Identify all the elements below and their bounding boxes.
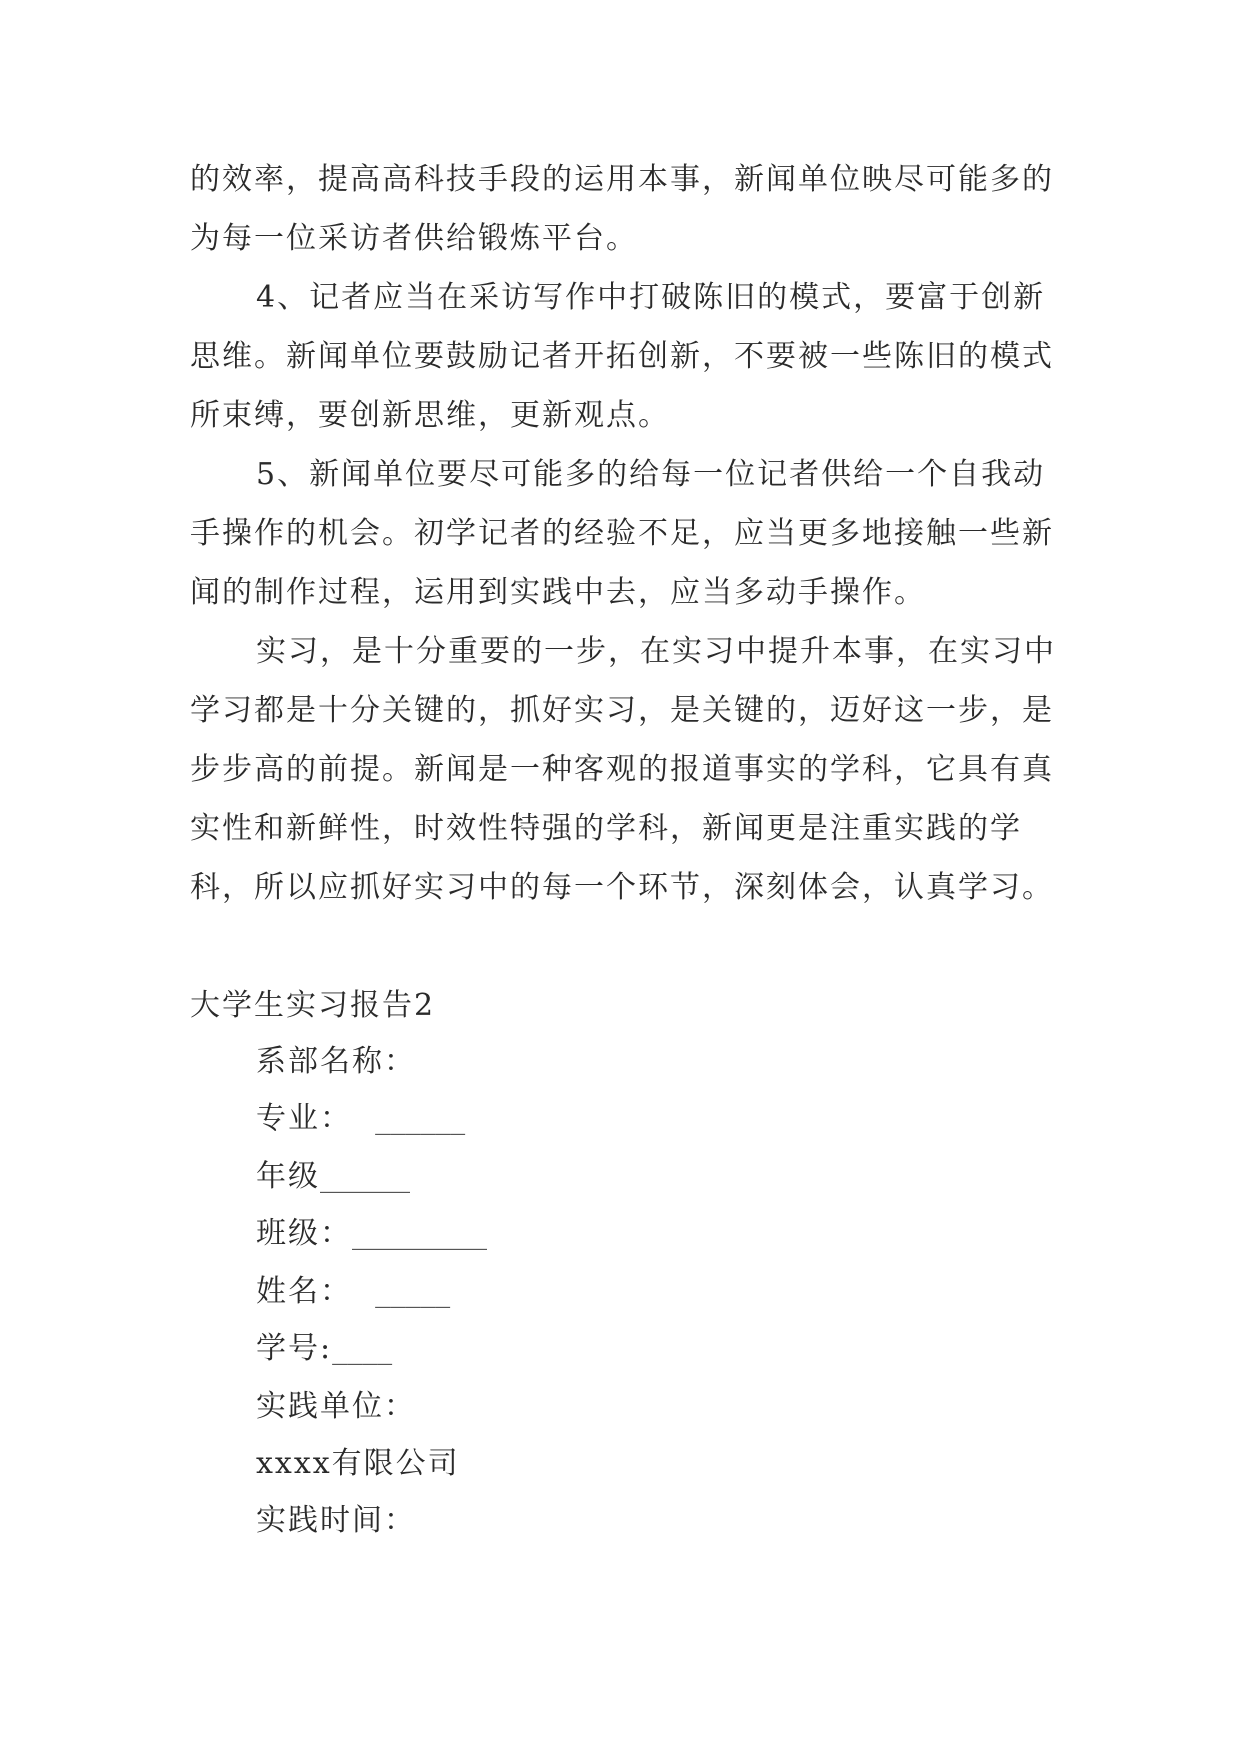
practice-time-label: 实践时间：: [256, 1503, 416, 1538]
report-title: 大学生实习报告2: [190, 988, 436, 1023]
name-blank: _____: [375, 1274, 451, 1309]
company-name: xxxx有限公司: [256, 1446, 460, 1481]
paragraph-point-4: 4、记者应当在采访写作中打破陈旧的模式，要富于创新思维。新闻单位要鼓励记者开拓创新，不要被一些陈旧的模式所束缚，要创新思维，更新观点。: [190, 280, 1054, 433]
body-text: [190, 150, 1062, 917]
class-field: [256, 1204, 487, 1263]
grade-label: 年级: [256, 1159, 320, 1194]
student-id-blank: ____: [332, 1331, 393, 1366]
paragraph-continued: 的效率，提高高科技手段的运用本事，新闻单位映尽可能多的为每一位采访者供给锻炼平台。: [190, 162, 1054, 256]
paragraph-point-5: 5、新闻单位要尽可能多的给每一位记者供给一个自我动手操作的机会。初学记者的经验不足，应当更多地接触一些新闻的制作过程，运用到实践中去，应当多动手操作。: [190, 457, 1054, 610]
student-id-label: 学号:: [256, 1331, 333, 1366]
class-blank: _________: [352, 1216, 487, 1251]
department-label: 系部名称：: [256, 1044, 416, 1079]
paragraph-summary: 实习，是十分重要的一步，在实习中提升本事，在实习中学习都是十分关键的，抓好实习，是关键的，迈好这一步，是步步高的前提。新闻是一种客观的报道事实的学科，它具有真实性和新鲜性，时效性特强的学科，新闻更是注重实践的学科，所以应抓好实习中的每一个环节，深刻体会，认真学习。: [190, 634, 1056, 905]
name-label: 姓名：: [256, 1274, 352, 1309]
grade-blank: ______: [320, 1159, 410, 1194]
name-field: [256, 1262, 450, 1321]
major-label: 专业：: [256, 1101, 352, 1136]
class-label: 班级：: [256, 1216, 352, 1251]
major-blank: ______: [375, 1101, 466, 1136]
grade-field: [256, 1147, 410, 1206]
practice-unit-label: 实践单位：: [256, 1389, 416, 1424]
major-field: [256, 1089, 465, 1148]
student-id-field: [256, 1319, 392, 1378]
